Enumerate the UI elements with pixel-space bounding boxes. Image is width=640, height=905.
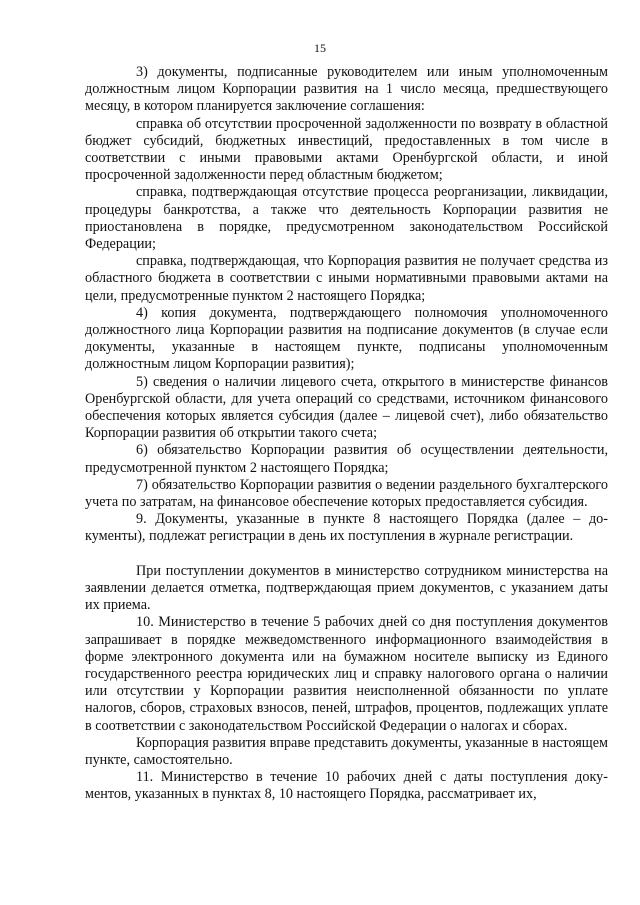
paragraph-receipt-mark: При поступлении документов в министерство сотрудником министерства на заявлении делается отметка, подтверждающая прием документов, с указанием даты их приема.: [85, 562, 608, 614]
paragraph-debt-certificate: справка об отсутствии просроченной задолженности по возврату в областной бюджет субсидий, бюджетных инвестиций, предоставленных в том числе в соответствии с иными правовыми актами Оренбургской области, и иной просроченной задолженности перед областным бюджетом;: [85, 115, 608, 184]
paragraph-item-5-account-info: 5) сведения о наличии лицевого счета, открытого в министерстве финансов Оренбургской области, для учета операций со средствами, источником финансового обеспечения которых является субсидия (далее – лицевой счет), либо обязательство Корпорации развития об открытии такого счета;: [85, 373, 608, 442]
paragraph-item-3-documents: 3) документы, подписанные руководителем или иным уполномоченным должностным лицом Корпорации развития на 1 число месяца, предшествующего месяцу, в котором планируется заключение соглашения:: [85, 64, 608, 115]
paragraph-self-submission: Корпорация развития вправе представить документы, указанные в настоящем пункте, самостоятельно.: [85, 734, 608, 768]
paragraph-item-4-authority-copy: 4) копия документа, подтверждающего полномочия уполномоченного должностного лица Корпорации развития на подписание документов (в случае если документы, указанные в настоящем пункте, подписаны уполномоченным должностным лицом Корпорации развития);: [85, 304, 608, 373]
document-body: [85, 64, 608, 804]
paragraph-funding-certificate: справка, подтверждающая, что Корпорация развития не получает средства из областного бюджета в соответствии с иными нормативными правовыми актами на цели, предусмотренные пунктом 2 настоящего Порядка;: [85, 253, 608, 304]
paragraph-reorganization-certificate: справка, подтверждающая отсутствие процесса реорганизации, ликвидации, процедуры банкротства, а также что деятельность Корпорации развития не приостановлена в порядке, предусмотренном законодательством Российской Федерации;: [85, 184, 608, 253]
paragraph-point-11-review: 11. Министерство в течение 10 рабочих дней с даты поступления документов, указанных в пунктах 8, 10 настоящего Порядка, рассматривает их,: [85, 769, 608, 803]
paragraph-item-6-activity-obligation: 6) обязательство Корпорации развития об осуществлении деятельности, предусмотренной пунктом 2 настоящего Порядка;: [85, 442, 608, 476]
paragraph-item-7-accounting-obligation: 7) обязательство Корпорации развития о ведении раздельного бухгалтерского учета по затратам, на финансовое обеспечение которых предоставляется субсидия.: [85, 476, 608, 511]
paragraph-point-10-request: 10. Министерство в течение 5 рабочих дней со дня поступления документов запрашивает в порядке межведомственного информационного взаимодействия в форме электронного документа или на бумажном носителе выписку из Единого государственного реестра юридических лиц и справку налогового органа о наличии или отсутствии у Корпорации развития неисполненной обязанности по уплате налогов, сборов, страховых взносов, пеней, штрафов, процентов, подлежащих уплате в соответствии с законодательством Российской Федерации о налогах и сборах.: [85, 614, 608, 734]
page-number: 15: [314, 41, 326, 55]
paragraph-point-9-registration: 9. Документы, указанные в пункте 8 настоящего Порядка (далее – документы), подлежат регистрации в день их поступления в журнале регистрации.: [85, 511, 608, 545]
